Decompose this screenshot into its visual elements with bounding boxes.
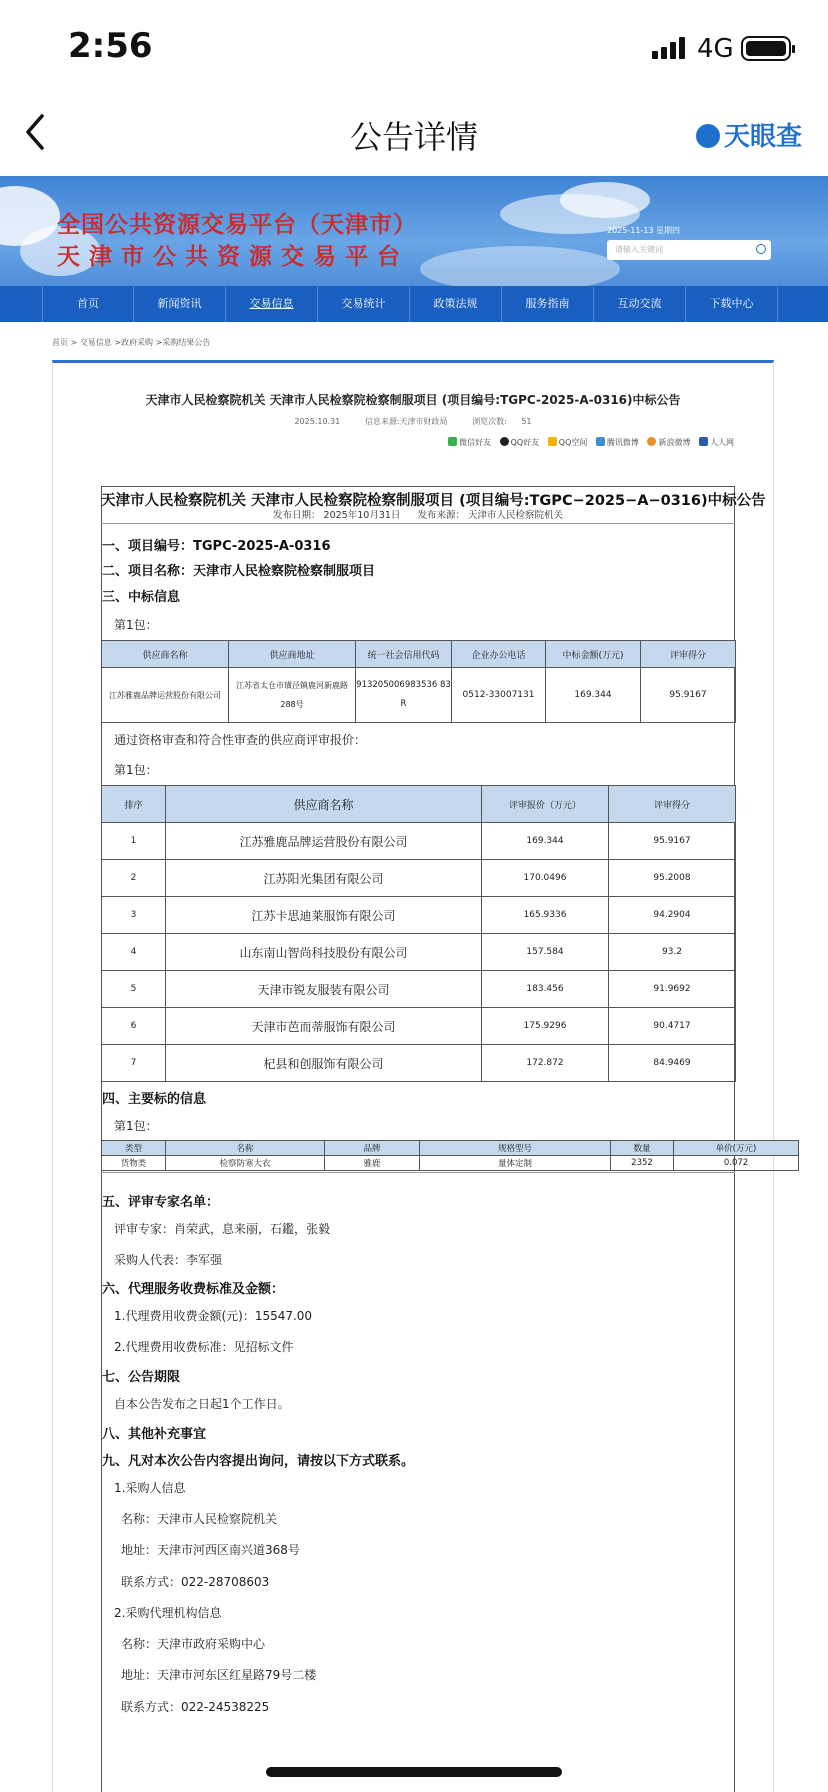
buyer-phone[interactable]: 联系方式：022-28708603 <box>121 1575 270 1589</box>
network-type: 4G <box>697 34 734 64</box>
table-header: 评审得分 <box>609 786 736 823</box>
menu-home[interactable]: 首页 <box>42 286 134 322</box>
table-row: 4 山东南山智尚科技股份有限公司 157.584 93.2 <box>102 934 736 971</box>
logo-icon <box>696 124 720 148</box>
table-header: 品牌 <box>325 1141 420 1156</box>
section-award-info: 三、中标信息 <box>102 590 181 605</box>
experts-list: 评审专家：肖荣武，息来丽，石鑑，张毅 <box>114 1222 331 1236</box>
menu-policy[interactable]: 政策法规 <box>410 286 502 322</box>
section-experts: 五、评审专家名单： <box>102 1195 220 1210</box>
table-header: 中标金额(万元) <box>546 641 641 668</box>
section-project-name: 二、项目名称：天津市人民检察院检察制服项目 <box>102 564 376 579</box>
agent-phone[interactable]: 联系方式：022-24538225 <box>121 1700 270 1714</box>
table-header: 评审报价（万元） <box>482 786 609 823</box>
table-header: 名称 <box>166 1141 325 1156</box>
document-title: 天津市人民检察院机关 天津市人民检察院检察制服项目 (项目编号:TGPC−2025−A−0316)中标公告 <box>101 493 766 509</box>
table-header: 规格型号 <box>420 1141 611 1156</box>
share-sina-weibo[interactable]: 新浪微博 <box>647 438 690 447</box>
page-title: 公告详情 <box>349 118 478 156</box>
table-row: 5 天津市锐友服装有限公司 183.456 91.9692 <box>102 971 736 1008</box>
agent-address: 地址：天津市河东区红星路79号二楼 <box>121 1668 317 1682</box>
notice-title: 天津市人民检察院机关 天津市人民检察院检察制服项目 (项目编号:TGPC-2025-A-0316)中标公告 <box>145 393 681 407</box>
table-row: 货物类 检察防寒大衣 雅鹿 量体定制 2352 0.072 <box>102 1156 799 1171</box>
site-banner <box>0 176 828 286</box>
section-project-number: 一、项目编号：TGPC-2025-A-0316 <box>102 539 331 554</box>
share-renren[interactable]: 人人网 <box>699 438 734 447</box>
share-tencent-weibo[interactable]: 腾讯微博 <box>596 438 639 447</box>
table-header: 统一社会信用代码 <box>356 641 452 668</box>
table-cell: 913205006983536 83R <box>356 668 452 723</box>
table-row <box>102 668 736 723</box>
views-count: 51 <box>521 417 532 426</box>
winning-bid-table <box>101 640 736 723</box>
main-menu <box>0 286 828 322</box>
buyer-name: 名称：天津市人民检察院机关 <box>121 1512 278 1526</box>
publish-date: 发布日期： 2025年10月31日 <box>273 510 401 521</box>
section-main-items: 四、主要标的信息 <box>102 1092 207 1107</box>
breadcrumb[interactable]: 首页 > 交易信息 >政府采购 >采购结果公告 <box>52 338 211 347</box>
status-time: 2:56 <box>68 26 153 66</box>
table-cell: 江苏雅鹿品牌运营股份有限公司 <box>102 668 229 723</box>
banner-search-input[interactable] <box>607 240 771 260</box>
buyer-representative: 采购人代表：李军强 <box>114 1253 223 1267</box>
divider <box>101 1172 735 1173</box>
views-label: 浏览次数: <box>472 417 507 426</box>
package-label-2: 第1包： <box>114 763 158 777</box>
search-icon[interactable] <box>756 244 766 254</box>
agent-info-title: 2.采购代理机构信息 <box>114 1606 222 1620</box>
table-row: 1 江苏雅鹿品牌运营股份有限公司 169.344 95.9167 <box>102 823 736 860</box>
share-bar <box>442 437 734 448</box>
share-qzone[interactable]: QQ空间 <box>548 438 588 447</box>
fee-amount: 1.代理费用收费金额(元)：15547.00 <box>114 1309 313 1323</box>
menu-interaction[interactable]: 互动交流 <box>594 286 686 322</box>
section-period: 七、公告期限 <box>102 1370 181 1385</box>
table-cell: 江苏省太仓市璜泾镇鹿河新鹿路288号 <box>229 668 356 723</box>
menu-statistics[interactable]: 交易统计 <box>318 286 410 322</box>
menu-guide[interactable]: 服务指南 <box>502 286 594 322</box>
table-cell: 169.344 <box>546 668 641 723</box>
table-header: 供应商地址 <box>229 641 356 668</box>
table-cell: 0512-33007131 <box>452 668 546 723</box>
banner-date: 2025-11-13 星期四 <box>607 226 681 235</box>
divider <box>101 523 735 524</box>
table-cell: 95.9167 <box>641 668 736 723</box>
home-indicator[interactable] <box>266 1767 562 1777</box>
table-header: 评审得分 <box>641 641 736 668</box>
period-text: 自本公告发布之日起1个工作日。 <box>114 1397 290 1411</box>
share-wechat[interactable]: 微信好友 <box>448 438 491 447</box>
table-row: 2 江苏阳光集团有限公司 170.0496 95.2008 <box>102 860 736 897</box>
fee-standard: 2.代理费用收费标准：见招标文件 <box>114 1340 294 1354</box>
tencent-weibo-icon <box>596 437 605 446</box>
banner-title-1: 全国公共资源交易平台（天津市） <box>57 212 417 238</box>
battery-icon <box>741 35 797 63</box>
qq-icon <box>500 437 509 446</box>
logo-text: 天眼查 <box>724 122 803 152</box>
menu-transaction[interactable]: 交易信息 <box>226 286 318 322</box>
sina-weibo-icon <box>647 437 656 446</box>
table-header: 供应商名称 <box>166 786 482 823</box>
banner-title-2: 天津市公共资源交易平台 <box>57 244 409 270</box>
section-contact: 九、凡对本次公告内容提出询问，请按以下方式联系。 <box>102 1454 415 1469</box>
table-row: 3 江苏卡思迪莱服饰有限公司 165.9336 94.2904 <box>102 897 736 934</box>
renren-icon <box>699 437 708 446</box>
notice-source: 信息来源:天津市财政局 <box>364 417 448 426</box>
notice-meta <box>52 416 774 427</box>
review-intro: 通过资格审查和符合性审查的供应商评审报价： <box>114 733 367 747</box>
table-header: 数量 <box>611 1141 674 1156</box>
search-placeholder: 请输入关键词 <box>615 245 663 254</box>
table-row: 6 天津市芭而蒂服饰有限公司 175.9296 90.4717 <box>102 1008 736 1045</box>
buyer-address: 地址：天津市河西区南兴道368号 <box>121 1543 300 1557</box>
main-items-table <box>101 1140 799 1171</box>
table-header: 单价(万元) <box>674 1141 799 1156</box>
signal-icon <box>652 36 688 60</box>
section-agency-fee: 六、代理服务收费标准及金额： <box>102 1282 285 1297</box>
section-supplementary: 八、其他补充事宜 <box>102 1427 207 1442</box>
share-qq[interactable]: QQ好友 <box>500 438 540 447</box>
table-header: 排序 <box>102 786 166 823</box>
wechat-icon <box>448 437 457 446</box>
package-label-1: 第1包： <box>114 618 158 632</box>
qzone-icon <box>548 437 557 446</box>
notice-date: 2025.10.31 <box>294 417 341 426</box>
publish-source: 发布来源： 天津市人民检察院机关 <box>417 510 563 521</box>
table-header: 类型 <box>102 1141 166 1156</box>
package-label-3: 第1包： <box>114 1119 158 1133</box>
buyer-info-title: 1.采购人信息 <box>114 1481 186 1495</box>
document-subtitle <box>101 507 735 521</box>
menu-download[interactable]: 下载中心 <box>686 286 778 322</box>
menu-news[interactable]: 新闻资讯 <box>134 286 226 322</box>
agent-name: 名称：天津市政府采购中心 <box>121 1637 266 1651</box>
table-header: 供应商名称 <box>102 641 229 668</box>
table-header: 企业办公电话 <box>452 641 546 668</box>
tianyancha-logo[interactable] <box>696 116 802 153</box>
review-quote-table <box>101 785 736 1082</box>
table-row: 7 杞县和创服饰有限公司 172.872 84.9469 <box>102 1045 736 1082</box>
